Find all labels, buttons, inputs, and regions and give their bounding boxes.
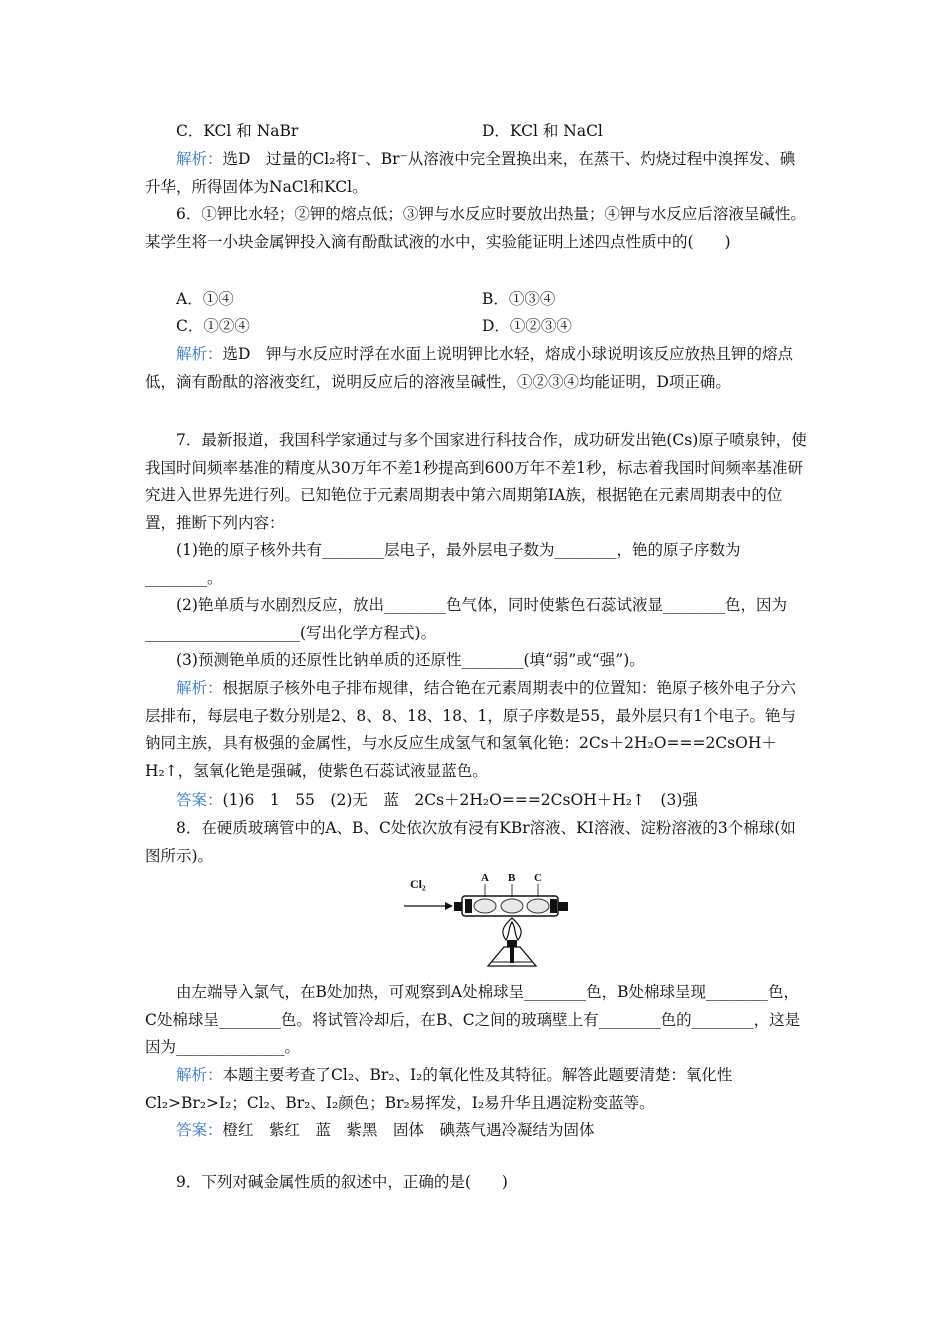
cotton-ball-b xyxy=(501,899,523,913)
analysis-label: 解析： xyxy=(176,1066,223,1084)
apparatus-diagram xyxy=(400,868,572,972)
q8-question: 由左端导入氯气，在B处加热，可观察到A处棉球呈________色，B处棉球呈现________色，C处棉球呈________色。将试管冷却后，在B、C之间的玻璃壁上有________色的________，这是因为______________。 xyxy=(145,983,801,1056)
gas-label: Cl₂ xyxy=(410,877,426,891)
q6-option-a: A．①④ xyxy=(176,290,234,308)
label-c: C xyxy=(534,872,542,884)
q6-analysis xyxy=(145,341,807,396)
q7-analysis xyxy=(145,675,807,785)
answer-label: 答案： xyxy=(176,791,223,809)
q8-stem: 8．在硬质玻璃管中的A、B、C处依次放有浸有KBr溶液、KI溶液、淀粉溶液的3个棉球(如图所示)。 xyxy=(145,819,796,865)
glass-tube-apparatus-figure xyxy=(400,868,572,972)
q8-answer xyxy=(145,1117,807,1145)
analysis-label: 解析： xyxy=(176,150,223,168)
q5-option-c: C．KCl 和 NaBr xyxy=(176,122,299,140)
q7-stem: 7．最新报道，我国科学家通过与多个国家进行科技合作，成功研发出铯(Cs)原子喷泉钟，使我国时间频率基准的精度从30万年不差1秒提高到600万年不差1秒，标志着我国时间频率基准研究进入世界先进行列。已知铯位于元素周期表中第六周期第ⅠA族，根据铯在元素周期表中的位置，推断下列内容： xyxy=(145,431,807,532)
tube-clamp-right xyxy=(550,899,557,913)
cotton-ball-c xyxy=(527,899,549,913)
q5-option-d: D．KCl 和 NaCl xyxy=(482,122,603,140)
q9-stem: 9．下列对碱金属性质的叙述中，正确的是( ) xyxy=(176,1173,508,1191)
right-stopper xyxy=(558,902,568,911)
q6-option-d: D．①②③④ xyxy=(482,317,572,335)
arrow-head xyxy=(445,902,453,910)
q6-stem: 6．①钾比水轻；②钾的熔点低；③钾与水反应时要放出热量；④钾与水反应后溶液呈碱性。某学生将一小块金属钾投入滴有酚酞试液的水中，实验能证明上述四点性质中的( ) xyxy=(145,205,806,251)
analysis-text: 本题主要考查了Cl₂、Br₂、I₂的氧化性及其特征。解答此题要清楚：氧化性Cl₂>Br₂>I₂；Cl₂、Br₂、I₂颜色；Br₂易挥发，I₂易升华且遇淀粉变蓝等。 xyxy=(145,1066,733,1112)
lamp-wick xyxy=(510,947,514,963)
analysis-label: 解析： xyxy=(176,345,223,363)
left-stopper xyxy=(454,902,462,911)
q8-analysis xyxy=(145,1062,807,1117)
answer-text: 橙红 紫红 蓝 紫黑 固体 碘蒸气遇冷凝结为固体 xyxy=(222,1121,595,1139)
q6-option-b: B．①③④ xyxy=(482,290,556,308)
lamp-wick-holder xyxy=(507,940,517,947)
q7-answer xyxy=(145,787,807,815)
tube-clamp-left xyxy=(465,899,472,913)
answer-text: (1)6 1 55 (2)无 蓝 2Cs＋2H₂O===2CsOH＋H₂↑ (3)强 xyxy=(222,791,698,809)
q7-sub3: (3)预测铯单质的还原性比钠单质的还原性________(填“弱”或“强”)。 xyxy=(176,651,645,669)
analysis-label: 解析： xyxy=(176,679,223,697)
analysis-text: 选D 钾与水反应时浮在水面上说明钾比水轻，熔成小球说明该反应放热且钾的熔点低，滴有酚酞的溶液变红，说明反应后的溶液呈碱性，①②③④均能证明，D项正确。 xyxy=(145,345,793,391)
label-b: B xyxy=(508,872,516,884)
q6-option-c: C．①②④ xyxy=(176,317,250,335)
q7-sub1: (1)铯的原子核外共有________层电子，最外层电子数为________，铯的原子序数为________。 xyxy=(145,541,741,587)
analysis-text: 选D 过量的Cl₂将I⁻、Br⁻从溶液中完全置换出来，在蒸干、灼烧过程中溴挥发、碘升华，所得固体为NaCl和KCl。 xyxy=(145,150,796,196)
flame xyxy=(503,918,521,940)
cotton-ball-a xyxy=(474,899,496,913)
analysis-text: 根据原子核外电子排布规律，结合铯在元素周期表中的位置知：铯原子核外电子分六层排布，每层电子数分别是2、8、8、18、18、1，原子序数是55，最外层只有1个电子。铯与钠同主族，具有极强的金属性，与水反应生成氢气和氢氧化铯：2Cs＋2H₂O===2CsOH＋H₂↑，氢氧化铯是强碱，使紫色石蕊试液显蓝色。 xyxy=(145,679,797,780)
q5-analysis xyxy=(145,146,807,201)
q7-sub2: (2)铯单质与水剧烈反应，放出________色气体，同时使紫色石蕊试液显________色，因为____________________(写出化学方程式)。 xyxy=(145,596,787,642)
label-a: A xyxy=(481,872,489,884)
answer-label: 答案： xyxy=(176,1121,223,1139)
